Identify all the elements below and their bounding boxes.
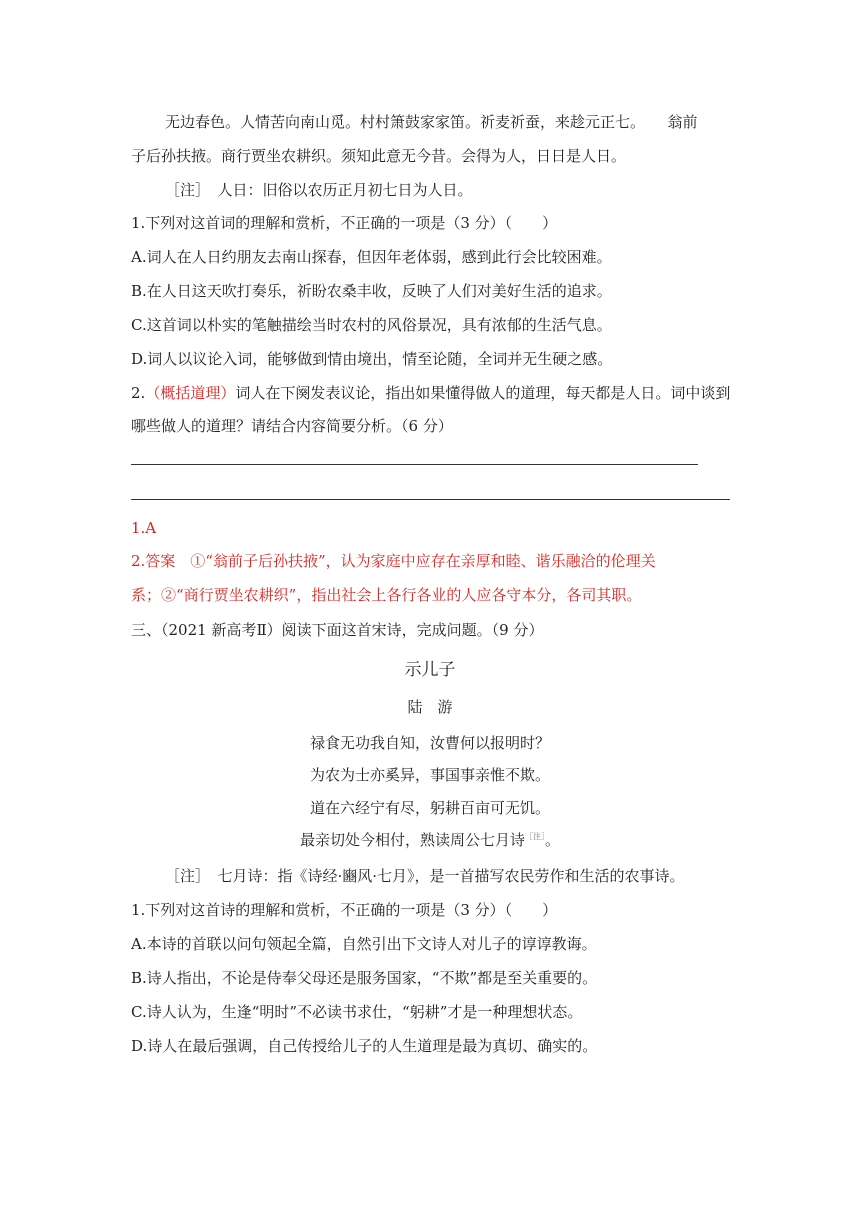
poem-line-2: 子后孙扶掖。商行贾坐农耕织。须知此意无今昔。会得为人，日日是人日。 (131, 147, 627, 165)
s3-q1-option-d: D.诗人在最后强调，自己传授给儿子的人生道理是最为真切、确实的。 (131, 1037, 598, 1055)
section-3-note: ［注］ 七月诗：指《诗经·豳风·七月》，是一首描写农民劳作和生活的农事诗。 (165, 867, 685, 885)
q1-option-b: B.在人日这天吹打奏乐，祈盼农桑丰收，反映了人们对美好生活的追求。 (131, 282, 612, 300)
s3-q1-stem: 1.下列对这首诗的理解和赏析，不正确的一项是（3 分）（ ） (131, 901, 558, 919)
poem-title: 示儿子 (404, 660, 456, 680)
q1-option-d: D.词人以议论入词，能够做到情由境出，情至论随，全词并无生硬之感。 (131, 350, 613, 368)
poem-verse-1: 禄食无功我自知，汝曹何以报明时？ (309, 734, 550, 752)
s3-q1-option-b: B.诗人指出，不论是侍奉父母还是服务国家，“不欺”都是至关重要的。 (131, 969, 598, 987)
q2-stem-line-1 (131, 383, 730, 403)
q2-tag: （概括道理） (145, 384, 236, 402)
q1-stem: 1.下列对这首词的理解和赏析，不正确的一项是（3 分）（ ） (131, 214, 558, 232)
q1-option-a: A.词人在人日约朋友去南山探春，但因年老体弱，感到此行会比较困难。 (131, 248, 612, 266)
s3-q1-option-a: A.本诗的首联以问句领起全篇，自然引出下文诗人对儿子的谆谆教诲。 (131, 935, 597, 953)
answer-line-1[interactable] (131, 464, 698, 465)
q1-option-c: C.这首词以朴实的笔触描绘当时农村的风俗景况，具有浓郁的生活气息。 (131, 316, 612, 334)
answer-2-line-2: 系；②“商行贾坐农耕织”，指出社会上各行各业的人应各守本分，各司其职。 (131, 586, 642, 604)
poem-author: 陆 游 (407, 698, 453, 716)
q2-text-1: 词人在下阕发表议论，指出如果懂得做人的道理，每天都是人日。词中谈到 (235, 384, 731, 402)
poem-verse-2: 为农为士亦奚异，事国事亲惟不欺。 (309, 766, 550, 784)
q2-number: 2. (131, 384, 146, 402)
section-3-heading: 三、（2021 新高考Ⅱ）阅读下面这首宋诗，完成问题。（9 分） (131, 621, 544, 639)
q2-stem-line-2: 哪些做人的道理？请结合内容简要分析。（6 分） (131, 417, 453, 435)
poem-verse-4-end: 。 (545, 831, 561, 849)
answer-2-line-1: 2.答案 ①“翁前子后孙扶掖”，认为家庭中应存在亲厚和睦、谐乐融洽的伦理关 (131, 552, 656, 570)
poem-verse-3: 道在六经宁有尽，躬耕百亩可无饥。 (309, 799, 550, 817)
answer-line-2[interactable] (131, 499, 730, 500)
footnote-ref: ［注］ (525, 832, 545, 841)
poem-line-1: 无边春色。人情苦向南山觅。村村箫鼓家家笛。祈麦祈蚕，来趁元正七。 翁前 (165, 113, 698, 131)
answer-1: 1.A (131, 519, 157, 537)
poem-verse-4 (0, 830, 860, 850)
poem-verse-4-text: 最亲切处今相付，熟读周公七月诗 (299, 831, 525, 849)
s3-q1-option-c: C.诗人认为，生逢“明时”不必读书求仕，“躬耕”才是一种理想状态。 (131, 1003, 583, 1021)
poem-note: ［注］ 人日：旧俗以农历正月初七日为人日。 (165, 181, 473, 199)
